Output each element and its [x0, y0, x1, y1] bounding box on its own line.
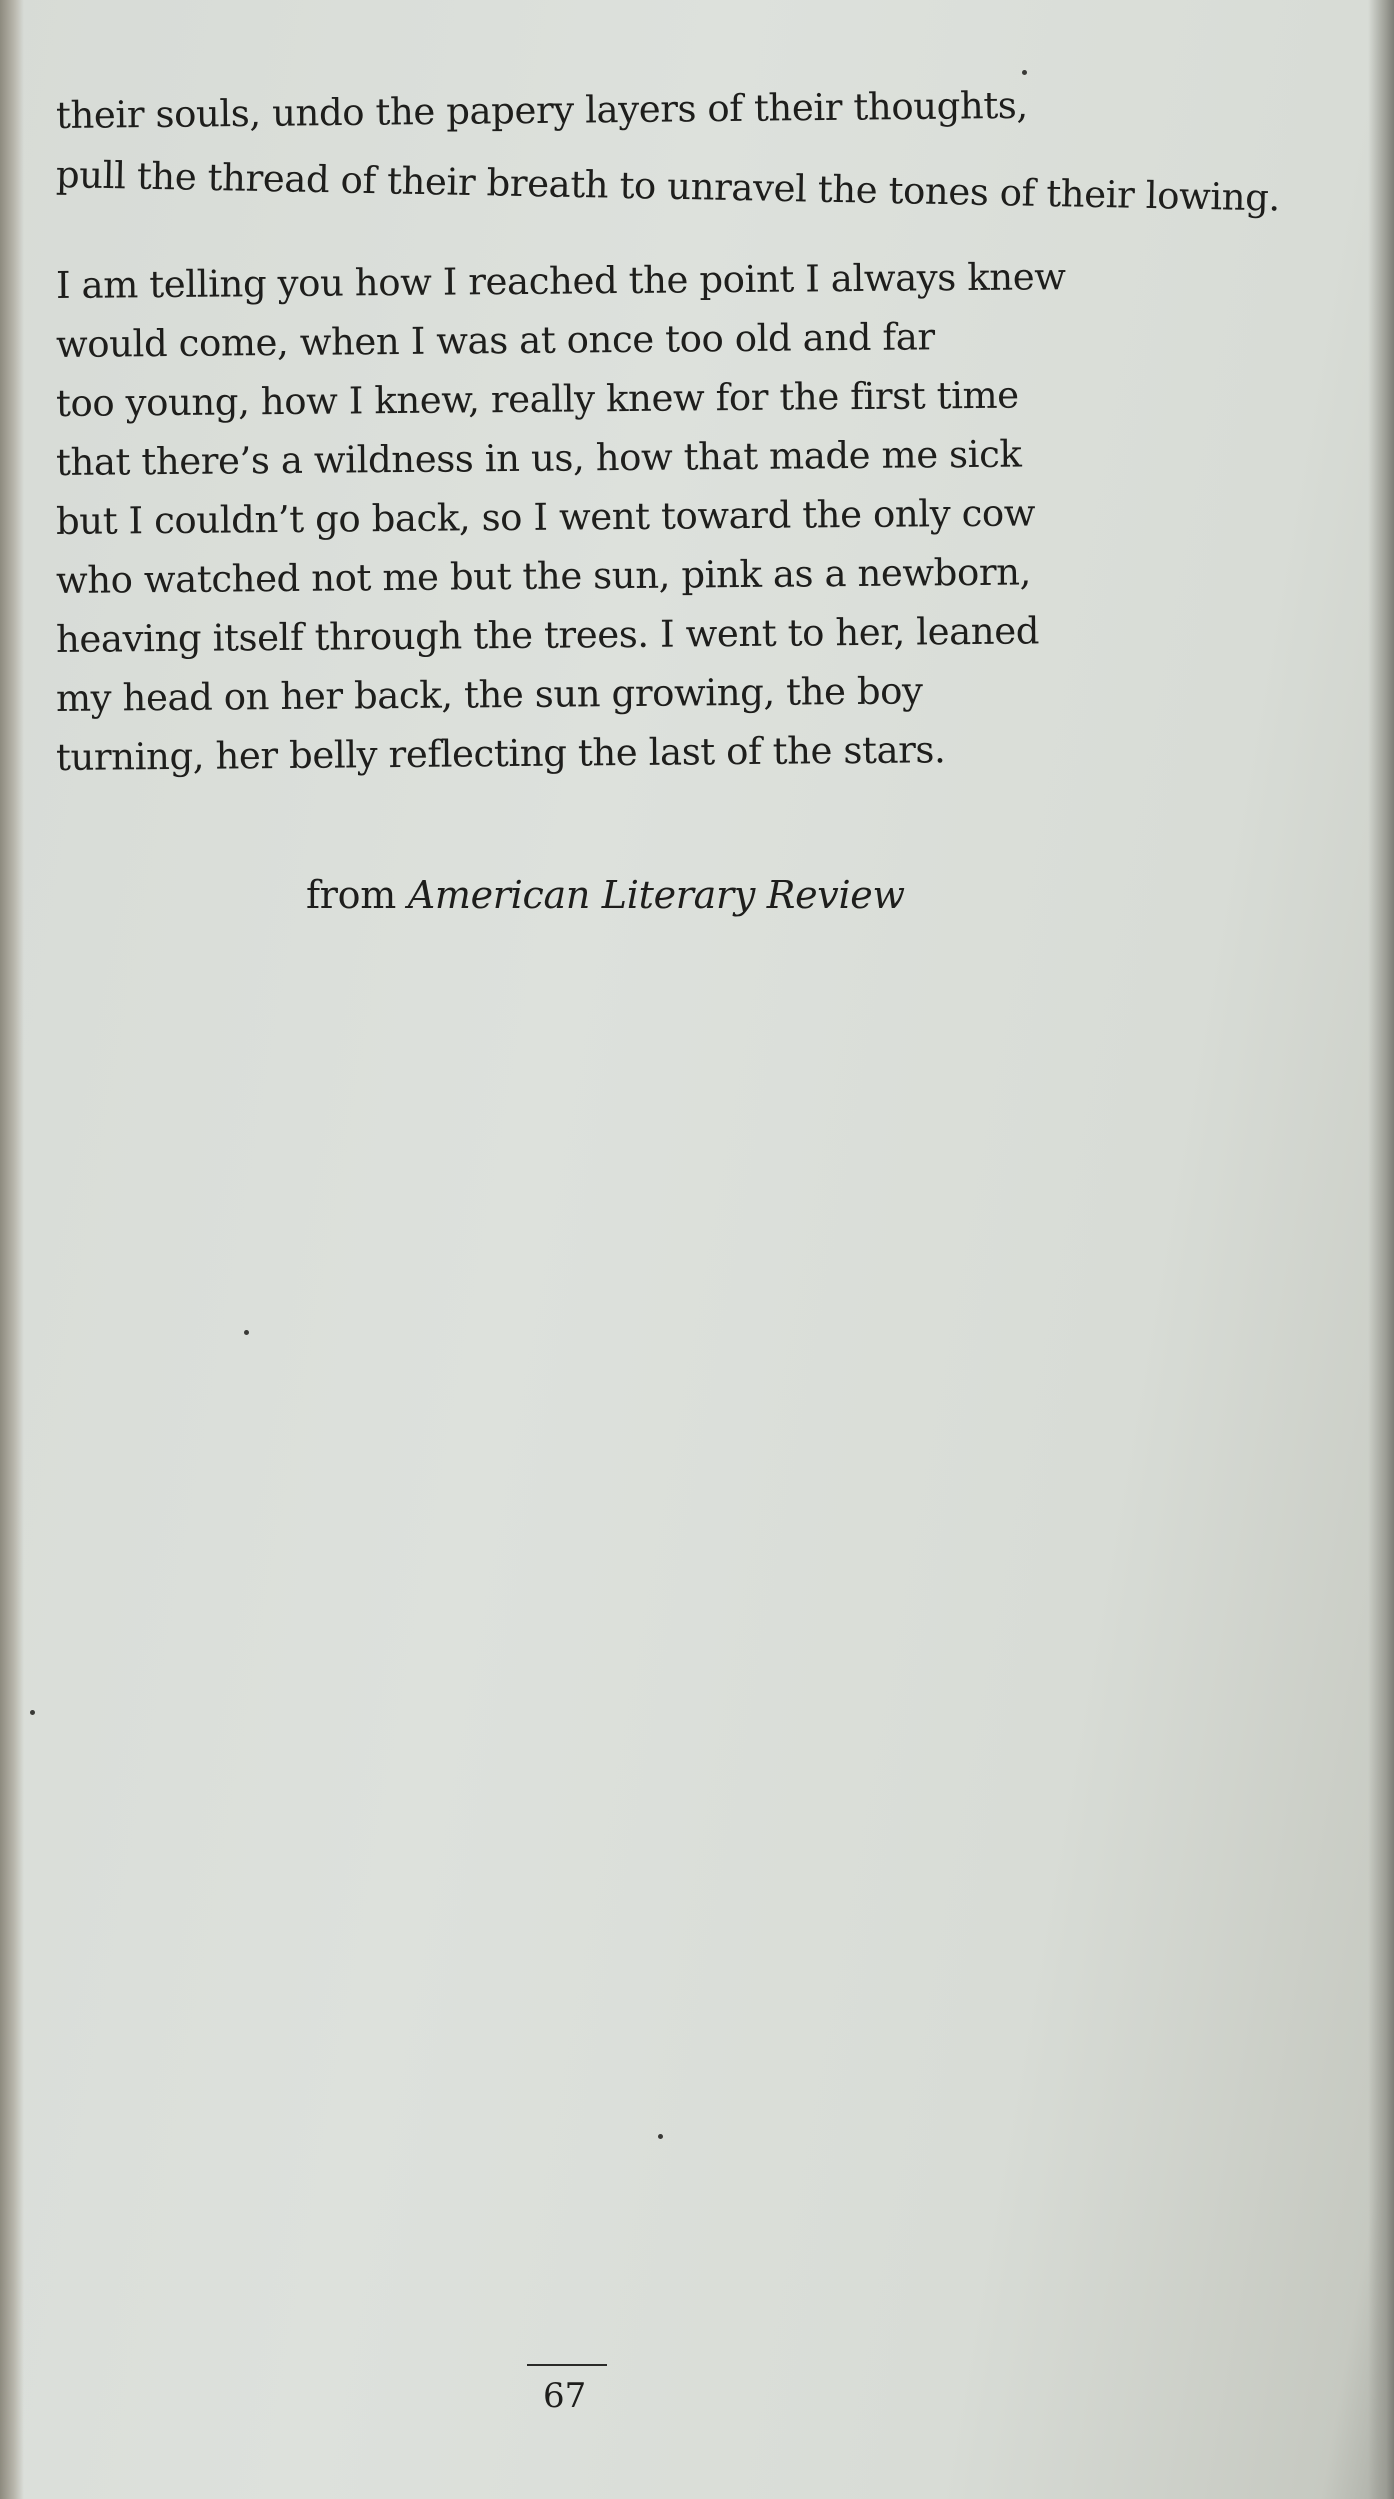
- stanza-1: [55, 83, 1281, 220]
- stanza-2: [56, 256, 1176, 787]
- poem-line: would come, when I was at once too old and far: [55, 315, 935, 366]
- poem-line: turning, her belly reflecting the last of the stars.: [55, 728, 946, 779]
- poem-line: I am telling you how I reached the point I always knew: [55, 255, 1066, 307]
- poem-text: [55, 83, 1281, 839]
- poem-line: heaving itself through the trees. I went to her, leaned: [55, 609, 1040, 661]
- source-publication: American Literary Review: [407, 873, 905, 917]
- paper-speck: [1022, 70, 1027, 75]
- poem-line: that there’s a wildness in us, how that made me sick: [55, 432, 1022, 484]
- poem-line: pull the thread of their breath to unravel the tones of their lowing.: [55, 153, 1281, 220]
- poem-line: who watched not me but the sun, pink as a newborn,: [55, 550, 1032, 602]
- paper-speck: [30, 1710, 35, 1715]
- page-number-rule: [527, 2364, 607, 2366]
- page-number: 67: [543, 2376, 587, 2416]
- source-prefix: from: [306, 873, 408, 917]
- paper-speck: [658, 2134, 663, 2139]
- poem-line: too young, how I knew, really knew for the first time: [55, 373, 1019, 425]
- poem-line: but I couldn’t go back, so I went toward the only cow: [55, 491, 1036, 543]
- paper-speck: [244, 1330, 249, 1335]
- poem-line: my head on her back, the sun growing, the boy: [55, 669, 923, 720]
- source-attribution: [306, 873, 905, 917]
- poem-line: their souls, undo the papery layers of their thoughts,: [55, 83, 1028, 137]
